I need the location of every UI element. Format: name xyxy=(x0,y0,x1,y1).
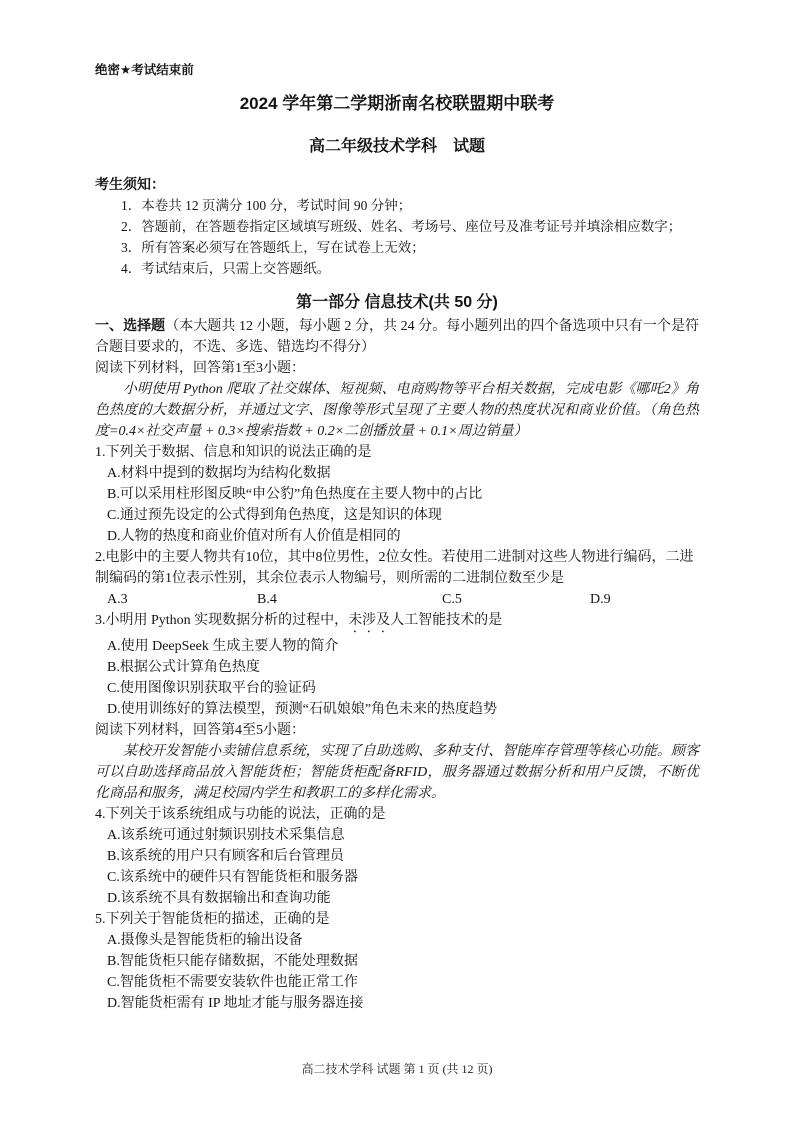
question-4 xyxy=(95,804,699,909)
notice-items xyxy=(95,195,699,279)
section1-description: （本大题共 12 小题，每小题 2 分，共 24 分。每小题列出的四个备选项中只有一个是符合题目要求的，不选、多选、错选均不得分） xyxy=(95,319,700,355)
reading1-instruction: 阅读下列材料，回答第1至3小题： xyxy=(95,361,305,376)
question-3-option-a: A.使用 DeepSeek 生成主要人物的简介 xyxy=(107,639,339,654)
exam-subtitle: 高二年级技术学科 试题 xyxy=(308,138,485,155)
question-2-option-a: A.3 xyxy=(107,592,128,607)
material1-text: 小明使用 Python 爬取了社交媒体、短视频、电商购物等平台相关数据，完成电影《哪吒2》角色热度的大数据分析，并通过文字、图像等形式呈现了主要人物的热度状况和商业价值。（角色热度=0.4×社交声量 + 0.3×搜索指数 + 0.2×二创播放量 + 0.1×周边销量） xyxy=(95,382,699,439)
question-4-option-c: C.该系统中的硬件只有智能货柜和服务器 xyxy=(107,870,358,885)
section1-label: 一、选择题 xyxy=(95,317,166,333)
question-2 xyxy=(95,547,699,610)
exam-title: 2024 学年第二学期浙南名校联盟期中联考 xyxy=(239,94,555,113)
question-3-option-c: C.使用图像识别获取平台的验证码 xyxy=(107,681,316,696)
notice-item-4: 4．考试结束后，只需上交答题纸。 xyxy=(121,261,331,276)
question-2-option-b: B.4 xyxy=(257,592,277,607)
question-1-stem: 1.下列关于数据、信息和知识的说法正确的是 xyxy=(95,445,372,460)
part1-heading: 第一部分 信息技术(共 50 分) xyxy=(296,294,498,311)
question-4-option-a: A.该系统可通过射频识别技术采集信息 xyxy=(107,828,345,843)
question-1 xyxy=(95,442,699,547)
question-2-stem: 2.电影中的主要人物共有10位，其中8位男性，2位女性。若使用二进制对这些人物进行编码，二进制编码的第1位表示性别，其余位表示人物编号，则所需的二进制位数至少是 xyxy=(95,550,694,586)
question-1-option-b: B.可以采用柱形图反映“申公豹”角色热度在主要人物中的占比 xyxy=(107,487,483,502)
notice-item-2: 2．答题前，在答题卷指定区域填写班级、姓名、考场号、座位号及准考证号并填涂相应数字； xyxy=(121,219,682,234)
question-5 xyxy=(95,909,699,1014)
question-3-stem-emphasis: 未涉及 xyxy=(348,613,391,628)
notice-item-1: 1．本卷共 12 页满分 100 分，考试时间 90 分钟； xyxy=(121,198,412,213)
question-1-option-c: C.通过预先设定的公式得到角色热度，这是知识的体现 xyxy=(107,508,442,523)
question-3-stem-post: 人工智能技术的是 xyxy=(390,613,503,628)
question-4-option-d: D.该系统不具有数据输出和查询功能 xyxy=(107,891,331,906)
question-5-option-a: A.摄像头是智能货柜的输出设备 xyxy=(107,933,303,948)
material2-text: 某校开发智能小卖铺信息系统，实现了自助选购、多种支付、智能库存管理等核心功能。顾客可以自助选择商品放入智能货柜；智能货柜配备RFID，服务器通过数据分析和用户反馈，不断优化商品和服务，满足校园内学生和教职工的多样化需求。 xyxy=(95,744,699,801)
question-1-option-a: A.材料中提到的数据均为结构化数据 xyxy=(107,466,331,481)
question-3-option-d: D.使用训练好的算法模型，预测“石矶娘娘”角色未来的热度趋势 xyxy=(107,702,498,717)
question-2-options xyxy=(95,589,699,610)
question-2-option-d: D.9 xyxy=(590,592,611,607)
candidate-notice xyxy=(95,174,699,279)
question-3-option-b: B.根据公式计算角色热度 xyxy=(107,660,260,675)
question-3 xyxy=(95,610,699,720)
question-4-stem: 4.下列关于该系统组成与功能的说法，正确的是 xyxy=(95,807,386,822)
question-5-stem: 5.下列关于智能货柜的描述，正确的是 xyxy=(95,912,330,927)
question-1-option-d: D.人物的热度和商业价值对所有人价值是相同的 xyxy=(107,529,401,544)
question-2-option-c: C.5 xyxy=(442,592,462,607)
page-footer: 高二技术学科 试题 第 1 页 (共 12 页) xyxy=(301,1062,493,1076)
question-3-stem-pre: 3.小明用 Python 实现数据分析的过程中， xyxy=(95,613,349,628)
question-5-option-d: D.智能货柜需有 IP 地址才能与服务器连接 xyxy=(107,996,364,1011)
reading2-instruction: 阅读下列材料，回答第4至5小题： xyxy=(95,723,305,738)
notice-heading: 考生须知： xyxy=(95,176,165,192)
section1-heading xyxy=(95,315,699,358)
question-5-option-b: B.智能货柜只能存储数据，不能处理数据 xyxy=(107,954,358,969)
question-4-option-b: B.该系统的用户只有顾客和后台管理员 xyxy=(107,849,344,864)
classification-label: 绝密★考试结束前 xyxy=(95,63,194,77)
question-3-stem xyxy=(95,610,699,636)
question-5-option-c: C.智能货柜不需要安装软件也能正常工作 xyxy=(107,975,358,990)
notice-item-3: 3．所有答案必须写在答题纸上，写在试卷上无效； xyxy=(121,240,425,255)
